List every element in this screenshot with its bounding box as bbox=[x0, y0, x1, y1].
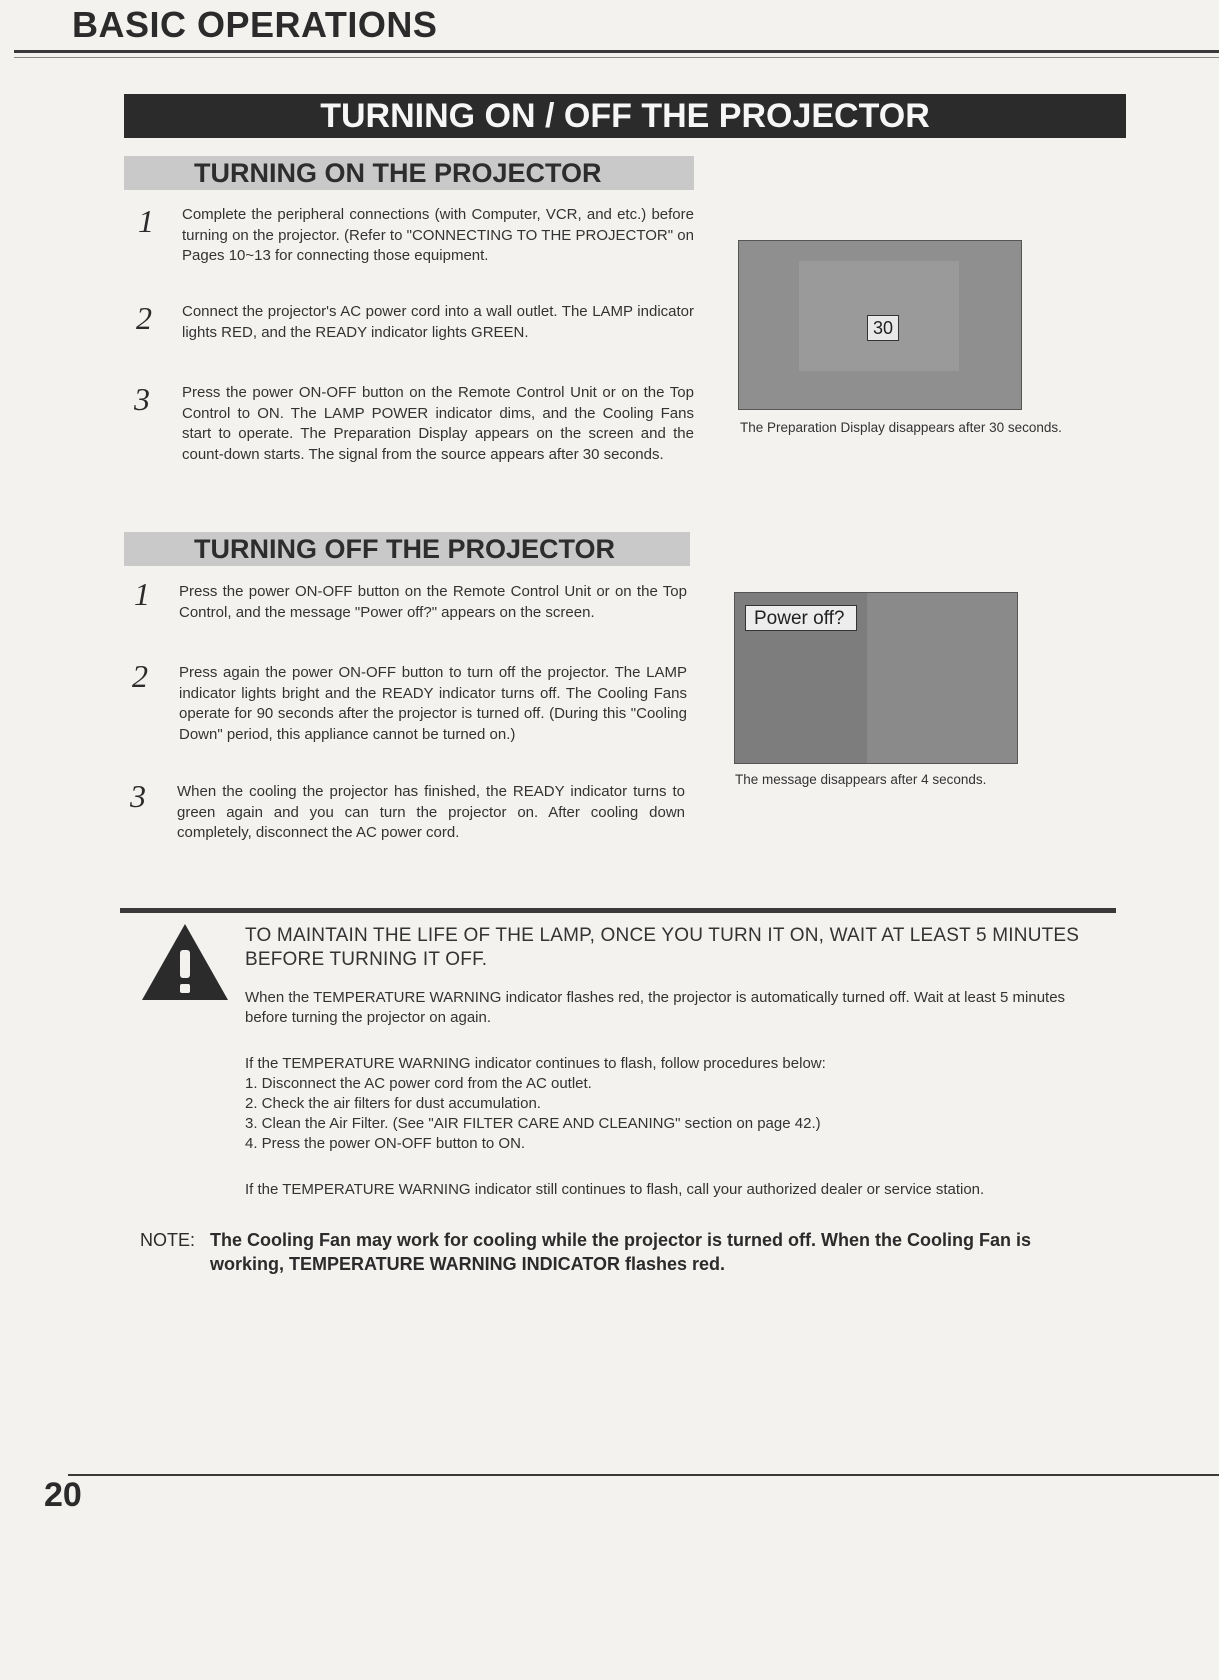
preparation-caption: The Preparation Display disappears after 30 seconds. bbox=[740, 420, 1062, 435]
warning-rule bbox=[120, 908, 1116, 913]
off-step-2-text: Press again the power ON-OFF button to turn off the projector. The LAMP indicator lights bright and the READY indicator turns off. The Cooling Fans operate for 90 seconds after the projector is turned off. (During this "Cooling Down" period, this appliance cannot be turned on.) bbox=[179, 664, 687, 743]
header-rule-thin bbox=[14, 57, 1219, 58]
note-label: NOTE: bbox=[140, 1230, 196, 1250]
on-step-2-number: 2 bbox=[136, 300, 152, 336]
header-rule bbox=[14, 50, 1219, 53]
page-number: 20 bbox=[44, 1476, 82, 1514]
on-step-2-text: Connect the projector's AC power cord into a wall outlet. The LAMP indicator lights RED, and the READY indicator lights GREEN. bbox=[182, 303, 694, 341]
warning-paragraph-1: When the TEMPERATURE WARNING indicator flashes red, the projector is automatically turned off. Wait at least 5 minutes before turning the projector on again. bbox=[245, 989, 1066, 1026]
preparation-display-screen bbox=[738, 240, 1022, 410]
power-off-message: Power off? bbox=[745, 605, 857, 631]
turning-on-heading: TURNING ON THE PROJECTOR bbox=[124, 156, 694, 190]
power-off-screen bbox=[734, 592, 1018, 764]
note bbox=[140, 1228, 1100, 1276]
off-step-3-number: 3 bbox=[130, 778, 146, 814]
procedure-step-2: 2. Check the air filters for dust accumulation. bbox=[245, 1095, 541, 1112]
on-step-3-text: Press the power ON-OFF button on the Remote Control Unit or on the Top Control to ON. The LAMP POWER indicator dims, and the Cooling Fans start to operate. The Preparation Display appears on the screen and the count-down starts. The signal from the source appears after 30 seconds. bbox=[182, 384, 694, 463]
warning-triangle-icon bbox=[140, 922, 230, 1002]
page-title: TURNING ON / OFF THE PROJECTOR bbox=[124, 94, 1126, 138]
warning-procedures-intro: If the TEMPERATURE WARNING indicator continues to flash, follow procedures below: bbox=[245, 1055, 826, 1072]
warning-paragraph-3: If the TEMPERATURE WARNING indicator still continues to flash, call your authorized dealer or service station. bbox=[245, 1181, 985, 1198]
off-step-2-number: 2 bbox=[132, 658, 148, 694]
note-text: The Cooling Fan may work for cooling while the projector is turned off. When the Cooling Fan is working, TEMPERATURE WARNING INDICATOR flashes red. bbox=[210, 1230, 1032, 1274]
footer-rule bbox=[68, 1474, 1219, 1476]
on-step-1-number: 1 bbox=[138, 203, 154, 239]
turning-off-heading: TURNING OFF THE PROJECTOR bbox=[124, 532, 690, 566]
off-step-1-number: 1 bbox=[134, 576, 150, 612]
on-step-3-number: 3 bbox=[134, 381, 150, 417]
countdown-counter: 30 bbox=[867, 315, 899, 341]
procedure-step-1: 1. Disconnect the AC power cord from the AC outlet. bbox=[245, 1075, 592, 1092]
off-step-1-text: Press the power ON-OFF button on the Remote Control Unit or on the Top Control, and the message "Power off?" appears on the screen. bbox=[179, 583, 687, 621]
power-off-caption: The message disappears after 4 seconds. bbox=[735, 772, 987, 787]
procedure-step-4: 4. Press the power ON-OFF button to ON. bbox=[245, 1135, 526, 1152]
on-step-1-text: Complete the peripheral connections (with Computer, VCR, and etc.) before turning on the projector. (Refer to "CONNECTING TO THE PROJECTOR" on Pages 10~13 for connecting those equipment. bbox=[182, 206, 694, 264]
warning-heading: TO MAINTAIN THE LIFE OF THE LAMP, ONCE YOU TURN IT ON, WAIT AT LEAST 5 MINUTES BEFORE TURNING IT OFF. bbox=[245, 925, 1080, 970]
procedure-step-3: 3. Clean the Air Filter. (See "AIR FILTER CARE AND CLEANING" section on page 42.) bbox=[245, 1115, 821, 1132]
off-step-3-text: When the cooling the projector has finished, the READY indicator turns to green again and you can turn the projector on. After cooling down completely, disconnect the AC power cord. bbox=[177, 783, 685, 841]
section-title: BASIC OPERATIONS bbox=[72, 4, 438, 45]
